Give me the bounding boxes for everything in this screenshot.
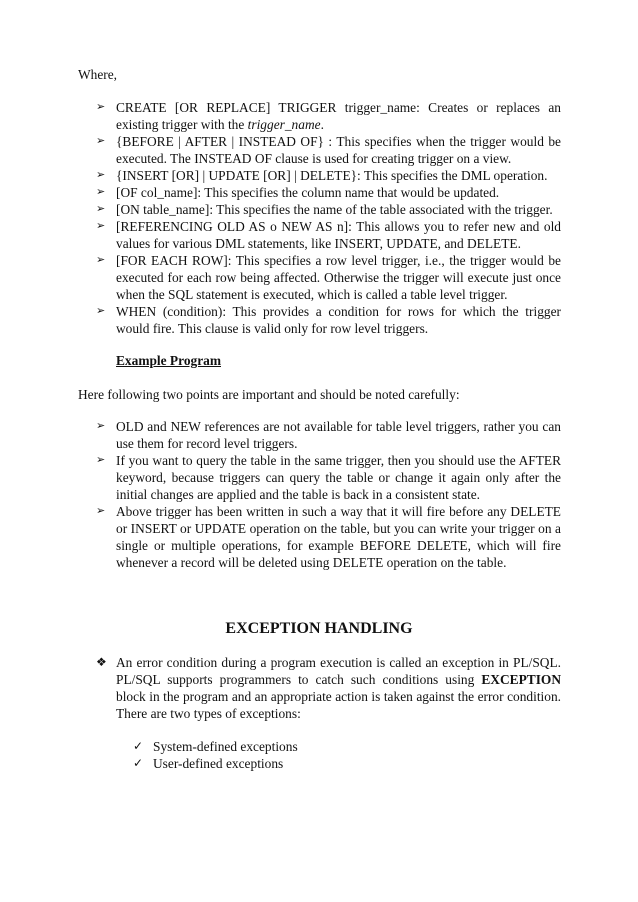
- list-item: ➢ CREATE [OR REPLACE] TRIGGER trigger_name: Creates or replaces an existing trigger with the trigger_name.: [96, 100, 561, 132]
- list-item: ➢ [REFERENCING OLD AS o NEW AS n]: This allows you to refer new and old values for various DML statements, like INSERT, UPDATE, and DELETE.: [96, 219, 561, 251]
- diamond-bullet-icon: ❖: [96, 655, 107, 669]
- exception-types-list: [133, 738, 298, 772]
- list-item: ➢ Above trigger has been written in such a way that it will fire before any DELETE or INSERT or UPDATE operation on the table, but you can write your trigger on a single or multiple operations, for example BEFORE DELETE, which will fire whenever a record will be deleted using DELETE operation on the table.: [96, 504, 561, 570]
- list-item: ➢ [OF col_name]: This specifies the column name that would be updated.: [96, 185, 500, 200]
- notes-list: [96, 418, 561, 571]
- list-item: ➢ {BEFORE | AFTER | INSTEAD OF} : This specifies when the trigger would be executed. The INSTEAD OF clause is used for creating trigger on a view.: [96, 134, 561, 166]
- arrow-bullet-icon: ➢: [96, 101, 106, 113]
- checkmark-icon: ✓: [133, 739, 144, 753]
- arrow-bullet-icon: ➢: [96, 254, 106, 266]
- list-item: ➢ [FOR EACH ROW]: This specifies a row level trigger, i.e., the trigger would be executed for each row being affected. Otherwise the trigger will execute just once when the SQL statement is executed, which is called a table level trigger.: [96, 253, 561, 302]
- arrow-bullet-icon: ➢: [96, 305, 106, 317]
- checkmark-icon: ✓: [133, 756, 144, 770]
- arrow-bullet-icon: ➢: [96, 220, 106, 232]
- arrow-bullet-icon: ➢: [96, 420, 106, 432]
- arrow-bullet-icon: ➢: [96, 203, 106, 215]
- arrow-bullet-icon: ➢: [96, 454, 106, 466]
- section-title: EXCEPTION HANDLING: [225, 620, 413, 637]
- arrow-bullet-icon: ➢: [96, 135, 106, 147]
- list-item: ➢ WHEN (condition): This provides a condition for rows for which the trigger would fire. This clause is valid only for row level triggers.: [96, 304, 561, 336]
- list-item: ✓ System-defined exceptions: [133, 739, 298, 754]
- example-heading: Example Program: [116, 353, 221, 368]
- notes-intro: Here following two points are important and should be noted carefully:: [78, 387, 460, 402]
- arrow-bullet-icon: ➢: [96, 186, 106, 198]
- list-item: ➢ OLD and NEW references are not available for table level triggers, rather you can use them for record level triggers.: [96, 419, 561, 451]
- list-item: ❖ An error condition during a program execution is called an exception in PL/SQL. PL/SQL supports programmers to catch such conditions using EXCEPTION block in the program and an appropriate action is taken against the error condition. There are two types of exceptions:: [96, 655, 561, 721]
- arrow-bullet-icon: ➢: [96, 169, 106, 181]
- exception-paragraph-list: [96, 654, 561, 722]
- list-item: ✓ User-defined exceptions: [133, 756, 284, 771]
- arrow-bullet-icon: ➢: [96, 505, 106, 517]
- syntax-list: [96, 99, 561, 337]
- list-item: ➢ If you want to query the table in the same trigger, then you should use the AFTER keyword, because triggers can query the table or change it again only after the initial changes are applied and the table is back in a consistent state.: [96, 453, 561, 502]
- list-item: ➢ [ON table_name]: This specifies the name of the table associated with the trigger.: [96, 202, 553, 217]
- intro-text: Where,: [78, 67, 118, 82]
- list-item: ➢ {INSERT [OR] | UPDATE [OR] | DELETE}: This specifies the DML operation.: [96, 168, 548, 183]
